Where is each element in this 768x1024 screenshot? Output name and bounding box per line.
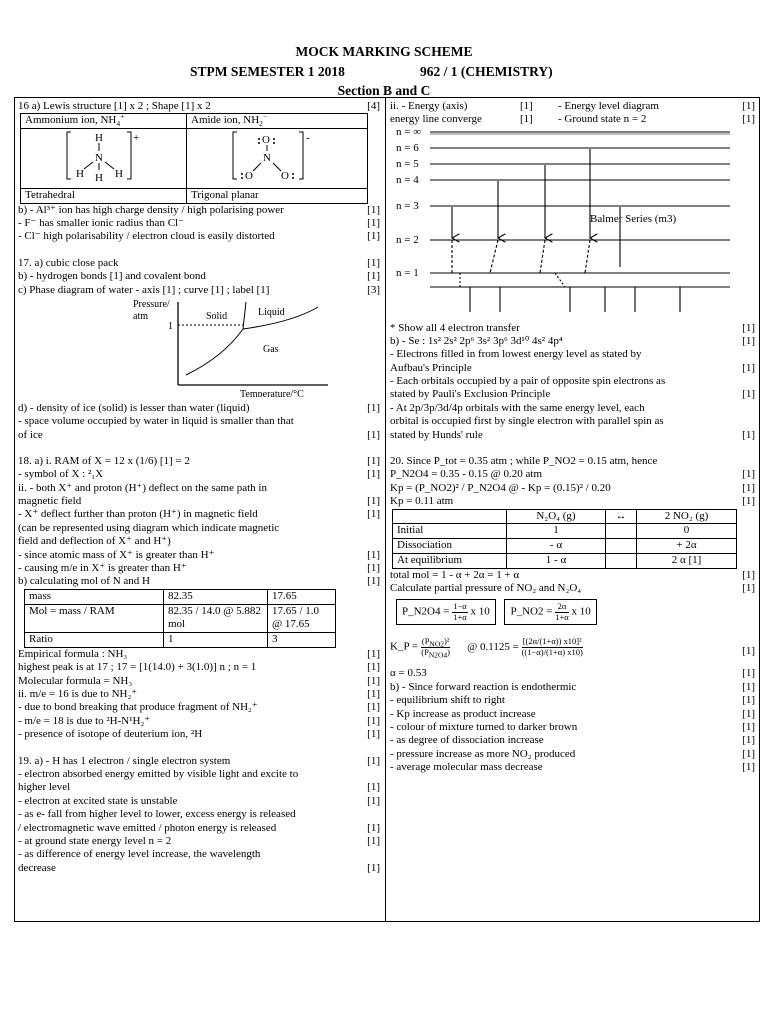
- kp-expression: K_P = $\frac{(P_{NO2})^2}{(P_{N2O4})}$ @ 0.1125 = $\frac{\text{[(2α/(1+α)) x10]²}}{((1-\alpha)/(1+\alpha) x10)}$ [1]: [390, 636, 755, 660]
- q20b-lines: total mol = 1 - α + 2α = 1 + α [1] Calculate partial pressure of NO₂ and N₂O₄ [1]: [390, 568, 755, 594]
- svg-text:H: H: [76, 168, 84, 181]
- svg-text:n = 5: n = 5: [396, 157, 419, 170]
- answer-frame: [14, 97, 760, 922]
- doc-title: MOCK MARKING SCHEME: [295, 44, 473, 59]
- balmer-series-label: Balmer Series (m3): [590, 212, 677, 225]
- svg-text:O: O: [262, 134, 270, 147]
- section-title: Section B and C: [337, 83, 431, 98]
- ammonium-charge: +: [133, 132, 140, 145]
- ammonium-structure: [21, 129, 187, 189]
- left-column: [18, 100, 380, 875]
- q20c-lines: α = 0.53 [1] b) - Since forward reaction is endothermic [1] - equilibrium shift to right [1] - Kp increase as product increase [1] - colour of mixture turned to darker brown [1] - as degree of dissociation increase [1] - pressure increase as more NO₂ produced [1] - average molecular mass decrease [1]: [390, 667, 755, 774]
- lewis-head-1: Ammonium ion, $NH_4^+$: [21, 114, 187, 129]
- svg-text:N: N: [263, 152, 271, 165]
- q19ii-line2: energy line converge [1] - Ground state n = 2 [1]: [390, 113, 755, 126]
- q16a-line: 16 a) Lewis structure [1] x 2 ; Shape [1] x 2 [4]: [18, 100, 380, 112]
- svg-text:H: H: [115, 168, 123, 181]
- partial-pressure-boxes: [396, 599, 755, 633]
- svg-text:Pressure/: Pressure/: [133, 298, 170, 310]
- svg-text:n = 3: n = 3: [396, 199, 419, 212]
- svg-text:n = 1: n = 1: [396, 266, 419, 279]
- svg-text:O: O: [245, 170, 253, 183]
- mol-table: mass 82.35 17.65 Mol = mass / RAM 82.35 / 14.0 @ 5.882 mol 17.65 / 1.0 @ 17.65 Ratio 1 3: [24, 589, 336, 648]
- svg-text:O: O: [281, 170, 289, 183]
- q18-lines: 18. a) i. RAM of X = 12 x (1/6) [1] = 2 [1] - symbol of X : ²₁X [1] ii. - both X⁺ and proton (H⁺) deflect on the same path in magnetic field [1] - X⁺ deflect further than proton (H⁺) in magnetic field [1] (can be represented using diagram which indicate magnetic field and deflection of X⁺ and H⁺) - since atomic mass of X⁺ is greater than H⁺ [1] - causing m/e in X⁺ is greater than H⁺ [1] b) calculating mol of N and H [1]: [18, 454, 380, 588]
- pn2o4-box: P_N2O4 = $\frac{1-\alpha}{1+\alpha}$ x 10: [396, 599, 496, 625]
- shape-tetrahedral: Tetrahedral: [21, 188, 187, 203]
- amide-charge: -: [306, 132, 310, 145]
- lewis-head-2: Amide ion, $NH_2^-$: [187, 114, 368, 129]
- svg-text:1: 1: [168, 320, 173, 332]
- q17d-lines: d) - density of ice (solid) is lesser than water (liquid) [1] - space volume occupied by water in liquid is smaller than that of ice [1]: [18, 401, 380, 441]
- svg-text:n = 6: n = 6: [396, 141, 419, 154]
- svg-text:n = 4: n = 4: [396, 173, 419, 186]
- phase-diagram: [18, 297, 380, 397]
- ammonium-lewis-svg: [21, 129, 186, 183]
- amide-structure: [187, 129, 368, 189]
- q16b-lines: b) - Al³⁺ ion has high charge density / high polarising power [1] - F⁻ has smaller ionic radius than Cl⁻ [1] - Cl⁻ high polarisability / electron cloud is easily distorted [1]: [18, 203, 380, 243]
- q19ii-line1: ii. - Energy (axis) [1] - Energy level diagram [1]: [390, 100, 755, 112]
- energy-level-diagram: [390, 127, 755, 317]
- shape-trigonal-planar: Trigonal planar: [187, 188, 368, 203]
- amide-lewis-svg: [187, 129, 367, 183]
- q17-lines: 17. a) cubic close pack [1] b) - hydrogen bonds [1] and covalent bond [1] c) Phase diagram of water - axis [1] ; curve [1] ; label [1] [3]: [18, 256, 380, 296]
- svg-text:H: H: [95, 172, 103, 184]
- paper-code: 962 / 1 (CHEMISTRY): [420, 64, 553, 79]
- equilibrium-table: N₂O₄ (g) ↔ 2 NO₂ (g) Initial 1 0 Dissociation - α + 2α At equilibrium 1 - α 2 α [1]: [392, 509, 737, 569]
- pno2-box: P_NO2 = $\frac{2\alpha}{1+\alpha}$ x 10: [504, 599, 596, 625]
- svg-text:Liquid: Liquid: [258, 306, 285, 318]
- semester-label: STPM SEMESTER 1 2018: [190, 64, 345, 79]
- q19-lines: 19. a) - H has 1 electron / single electron system [1] - electron absorbed energy emitted by visible light and excite to higher level [1] - electron at excited state is unstable [1] - as e- fall from higher level to lower, excess energy is released / electromagnetic wave emitted / photon energy is released [1] - at ground state energy level n = 2 [1] - as difference of energy level increase, the wavelength decrease [1]: [18, 754, 380, 874]
- lewis-table: [20, 113, 368, 203]
- svg-text:atm: atm: [133, 310, 148, 322]
- svg-text:Solid: Solid: [206, 310, 228, 322]
- svg-text:n = 2: n = 2: [396, 233, 419, 246]
- q19b-lines: * Show all 4 electron transfer [1] b) - Se : 1s² 2s² 2p⁶ 3s² 3p⁶ 3d¹⁰ 4s² 4p⁴ [1] - Electrons filled in from lowest energy level as stated by Aufbau's Principle [1] - Each orbitals occupied by a pair of opposite spin electrons as stated by Pauli's Exclusion Principle [1] - At 2p/3p/3d/4p orbitals with the same energy level, each orbital is occupied first by single electron with parallel spin as stated by Hunds' rule [1]: [390, 321, 755, 441]
- svg-text:N: N: [95, 152, 103, 165]
- svg-text:Temperature/°C: Temperature/°C: [240, 388, 304, 397]
- right-column: [390, 100, 755, 775]
- svg-text:n = ∞: n = ∞: [396, 126, 422, 138]
- svg-text:Gas: Gas: [263, 343, 279, 355]
- svg-text:H: H: [95, 132, 103, 145]
- q18c-lines: Empirical formula : NH₃ [1] highest peak is at 17 ; 17 = [1(14.0) + 3(1.0)] n ; n = 1 [1] Molecular formula = NH₃ [1] ii. m/e = 16 is due to NH₂⁺ [1] - due to bond breaking that produce fragment of NH₂⁺ [1] - m/e = 18 is due to ²H-N¹H₂⁺ [1] - presence of isotope of deuterium ion, ²H [1]: [18, 647, 380, 741]
- column-divider: [385, 98, 386, 921]
- q20-lines: 20. Since P_tot = 0.35 atm ; while P_NO2 = 0.15 atm, hence P_N2O4 = 0.35 - 0.15 @ 0.20 atm [1] Kp = (P_NO2)² / P_N2O4 @ - Kp = (0.15)² / 0.20 [1] Kp = 0.11 atm [1]: [390, 455, 755, 508]
